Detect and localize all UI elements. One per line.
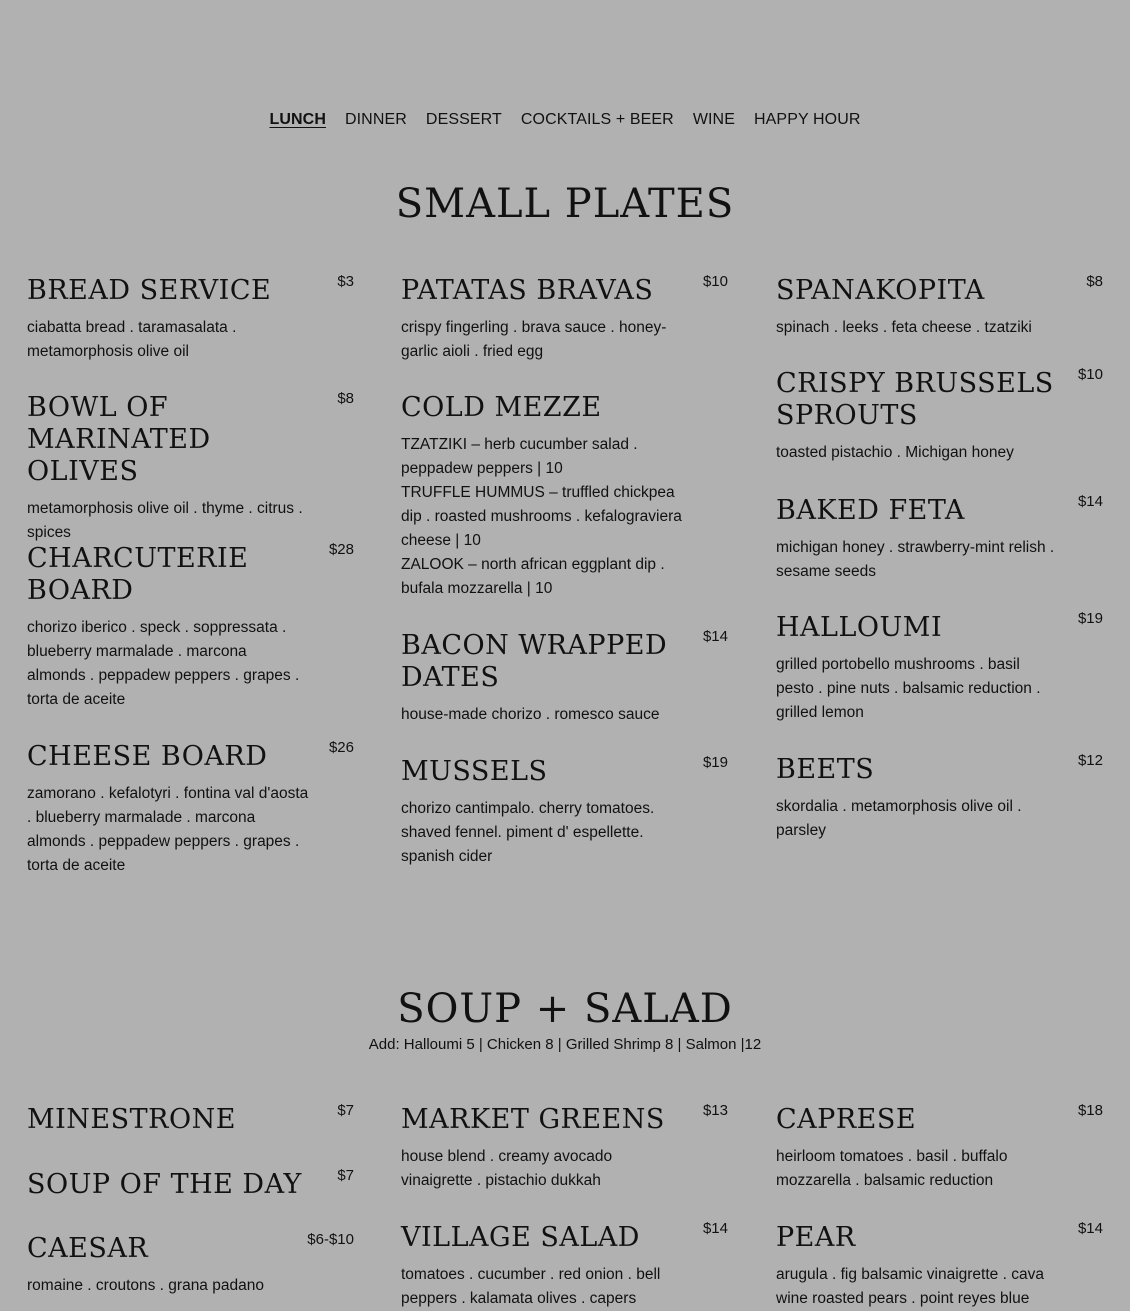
item-description: spinach . leeks . feta cheese . tzatziki (776, 319, 1032, 336)
item-name: COLD MEZZE (401, 392, 602, 423)
item-name: BACON WRAPPED DATES (401, 630, 668, 693)
item-name: BAKED FETA (776, 495, 965, 526)
item-name: BOWL OF MARINATED OLIVES (27, 392, 211, 487)
menu-item (776, 754, 1103, 843)
item-name: BREAD SERVICE (27, 275, 272, 306)
mezze-option: TRUFFLE HUMMUS – truffled chickpea dip . roasted mushrooms . kefalograviera cheese | 10 (401, 484, 682, 549)
item-price: $28 (328, 541, 354, 558)
tab-happy-hour[interactable]: HAPPY HOUR (754, 111, 861, 128)
menu-item (776, 368, 1103, 465)
mezze-option: TZATZIKI – herb cucumber salad . peppadew peppers | 10 (401, 436, 638, 477)
item-description: chorizo cantimpalo. cherry tomatoes. shaved fennel. piment d' espellette. spanish cider (401, 800, 655, 865)
menu-item (776, 1104, 1103, 1193)
menu-item (401, 275, 728, 364)
item-description: toasted pistachio . Michigan honey (776, 444, 1014, 461)
item-price: $14 (702, 628, 728, 645)
item-description: michigan honey . strawberry-mint relish . sesame seeds (776, 539, 1055, 580)
item-name: HALLOUMI (776, 612, 943, 643)
item-price: $12 (1077, 752, 1103, 769)
item-name: MUSSELS (401, 756, 548, 787)
mezze-option: ZALOOK – north african eggplant dip . bufala mozzarella | 10 (401, 556, 665, 597)
item-description: zamorano . kefalotyri . fontina val d'aosta . blueberry marmalade . marcona almonds . peppadew peppers . grapes . torta de aceite (27, 785, 309, 874)
item-description: arugula . fig balsamic vinaigrette . cava wine roasted pears . point reyes blue (776, 1266, 1044, 1307)
menu-item (27, 741, 354, 878)
item-price: $3 (337, 273, 354, 290)
menu-item (401, 756, 728, 869)
tab-cocktails-beer[interactable]: COCKTAILS + BEER (520, 111, 674, 128)
item-price: $14 (702, 1220, 728, 1237)
item-description: heirloom tomatoes . basil . buffalo mozzarella . balsamic reduction (776, 1148, 1008, 1189)
item-description: metamorphosis olive oil . thyme . citrus . spices (27, 500, 303, 541)
menu-item (27, 1169, 354, 1201)
item-name: PEAR (776, 1222, 856, 1253)
item-price: $7 (337, 1102, 354, 1119)
item-price: $8 (337, 390, 354, 407)
item-price: $13 (702, 1102, 728, 1119)
item-description: chorizo iberico . speck . soppressata . blueberry marmalade . marcona almonds . peppadew peppers . grapes . torta de aceite (27, 619, 300, 708)
item-price: $7 (337, 1167, 354, 1184)
item-price: $26 (328, 739, 354, 756)
item-price: $19 (1077, 610, 1103, 627)
item-name: CHEESE BOARD (27, 741, 268, 772)
item-name: MARKET GREENS (401, 1104, 665, 1135)
item-name: CRISPY BRUSSELS SPROUTS (776, 368, 1054, 431)
item-name: VILLAGE SALAD (401, 1222, 640, 1253)
section-subtitle-add-ons: Add: Halloumi 5 | Chicken 8 | Grilled Shrimp 8 | Salmon |12 (368, 1036, 762, 1053)
menu-item (27, 1233, 354, 1298)
item-name: PATATAS BRAVAS (401, 275, 654, 306)
item-price: $10 (1077, 366, 1103, 383)
menu-item (401, 1104, 728, 1193)
tab-dinner[interactable]: DINNER (344, 111, 407, 128)
menu-item (776, 275, 1103, 340)
tab-dessert[interactable]: DESSERT (425, 111, 502, 128)
item-description: ciabatta bread . taramasalata . metamorphosis olive oil (27, 319, 237, 360)
item-name: MINESTRONE (27, 1104, 236, 1135)
menu-tabs (0, 111, 1130, 129)
item-description: crispy fingerling . brava sauce . honey-garlic aioli . fried egg (401, 319, 667, 360)
tab-lunch[interactable]: LUNCH (269, 111, 326, 128)
item-description: skordalia . metamorphosis olive oil . parsley (776, 798, 1022, 839)
menu-item (27, 543, 354, 712)
section-title-small-plates: SMALL PLATES (395, 181, 735, 227)
menu-item (27, 275, 354, 364)
item-price: $14 (1077, 493, 1103, 510)
item-description: romaine . croutons . grana padano (27, 1277, 264, 1294)
item-name: CHARCUTERIE BOARD (27, 543, 249, 606)
item-description: house blend . creamy avocado vinaigrette . pistachio dukkah (401, 1148, 613, 1189)
item-price: $14 (1077, 1220, 1103, 1237)
item-description: tomatoes . cucumber . red onion . bell peppers . kalamata olives . capers (401, 1266, 661, 1307)
item-price: $8 (1086, 273, 1103, 290)
item-name: BEETS (776, 754, 875, 785)
item-price: $10 (702, 273, 728, 290)
tab-wine[interactable]: WINE (692, 111, 735, 128)
item-description: grilled portobello mushrooms . basil pesto . pine nuts . balsamic reduction . grilled lemon (776, 656, 1041, 721)
menu-item (401, 392, 728, 601)
item-price: $6-$10 (307, 1231, 354, 1248)
item-price: $18 (1077, 1102, 1103, 1119)
item-description: house-made chorizo . romesco sauce (401, 706, 660, 723)
item-name: SOUP OF THE DAY (27, 1169, 302, 1200)
menu-item (776, 612, 1103, 725)
menu-item (401, 630, 728, 727)
menu-item (776, 495, 1103, 584)
menu-item (27, 392, 354, 545)
item-name: CAESAR (27, 1233, 149, 1264)
item-description (401, 433, 683, 601)
item-name: SPANAKOPITA (776, 275, 985, 306)
section-title-soup-salad: SOUP + SALAD (397, 986, 733, 1032)
item-name: CAPRESE (776, 1104, 917, 1135)
menu-item (27, 1104, 354, 1136)
item-price: $19 (702, 754, 728, 771)
